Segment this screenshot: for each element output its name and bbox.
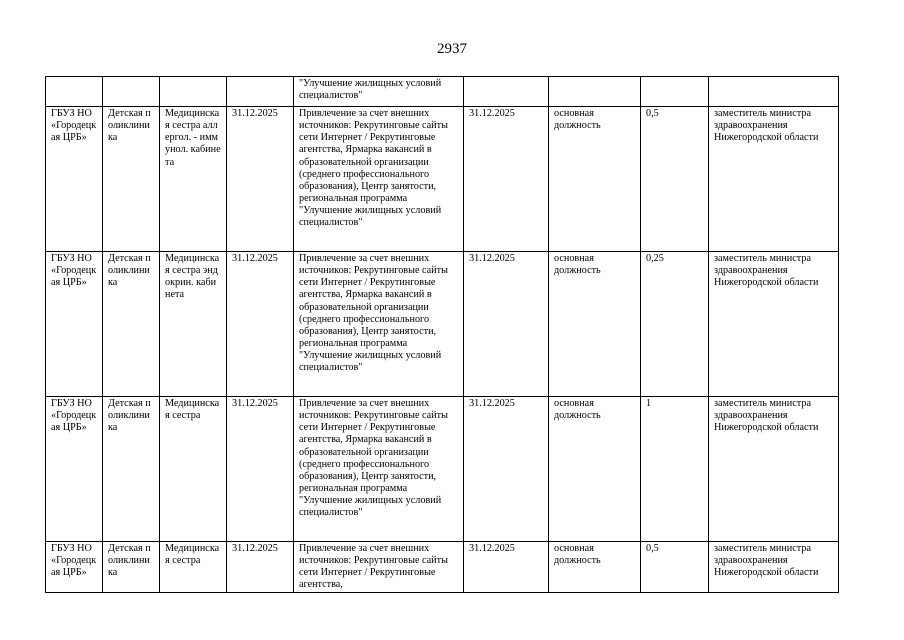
cell-unit: Детская поликлиника	[103, 397, 160, 542]
cell-org: ГБУЗ НО «Городецкая ЦРБ»	[46, 542, 103, 593]
cell-responsible: заместитель министра здравоохранения Нижегородской области	[709, 107, 839, 252]
cell-position	[160, 77, 227, 107]
cell-unit: Детская поликлиника	[103, 542, 160, 593]
cell-date: 31.12.2025	[227, 397, 294, 542]
cell-responsible: заместитель министра здравоохранения Нижегородской области	[709, 542, 839, 593]
cell-type: основная должность	[549, 252, 641, 397]
cell-rate: 0,25	[641, 252, 709, 397]
cell-type: основная должность	[549, 542, 641, 593]
cell-position: Медицинская сестра	[160, 542, 227, 593]
cell-rate	[641, 77, 709, 107]
cell-unit	[103, 77, 160, 107]
cell-org: ГБУЗ НО «Городецкая ЦРБ»	[46, 107, 103, 252]
cell-responsible: заместитель министра здравоохранения Нижегородской области	[709, 397, 839, 542]
cell-unit: Детская поликлиника	[103, 107, 160, 252]
table-row	[46, 107, 839, 252]
cell-date: 31.12.2025	[227, 107, 294, 252]
table-row	[46, 542, 839, 593]
cell-org: ГБУЗ НО «Городецкая ЦРБ»	[46, 397, 103, 542]
table-row	[46, 77, 839, 107]
table-row	[46, 252, 839, 397]
cell-position: Медицинская сестра	[160, 397, 227, 542]
cell-rate: 0,5	[641, 542, 709, 593]
cell-source: Привлечение за счет внешних источников: Рекрутинговые сайты сети Интернет / Рекрутинговые агентства, Ярмарка вакансий в образовательной организации (среднего профессионального образования), Центр занятости, региональная программа "Улучшение жилищных условий специалистов"	[294, 252, 464, 397]
cell-deadline	[464, 77, 549, 107]
cell-responsible	[709, 77, 839, 107]
cell-position: Медицинская сестра аллергол. - иммунол. кабинета	[160, 107, 227, 252]
cell-rate: 0,5	[641, 107, 709, 252]
cell-org	[46, 77, 103, 107]
cell-deadline: 31.12.2025	[464, 107, 549, 252]
cell-source: "Улучшение жилищных условий специалистов"	[294, 77, 464, 107]
cell-responsible: заместитель министра здравоохранения Нижегородской области	[709, 252, 839, 397]
cell-type	[549, 77, 641, 107]
cell-type: основная должность	[549, 107, 641, 252]
cell-deadline: 31.12.2025	[464, 252, 549, 397]
cell-unit: Детская поликлиника	[103, 252, 160, 397]
cell-source: Привлечение за счет внешних источников: Рекрутинговые сайты сети Интернет / Рекрутинговые агентства, Ярмарка вакансий в образовательной организации (среднего профессионального образования), Центр занятости, региональная программа "Улучшение жилищных условий специалистов"	[294, 397, 464, 542]
cell-date	[227, 77, 294, 107]
staffing-table	[45, 76, 839, 593]
cell-deadline: 31.12.2025	[464, 397, 549, 542]
cell-org: ГБУЗ НО «Городецкая ЦРБ»	[46, 252, 103, 397]
cell-deadline: 31.12.2025	[464, 542, 549, 593]
page-number: 2937	[437, 41, 467, 57]
cell-type: основная должность	[549, 397, 641, 542]
cell-position: Медицинская сестра эндокрин. кабинета	[160, 252, 227, 397]
table-row	[46, 397, 839, 542]
cell-source: Привлечение за счет внешних источников: Рекрутинговые сайты сети Интернет / Рекрутинговые агентства, Ярмарка вакансий в образовательной организации (среднего профессионального образования), Центр занятости, региональная программа "Улучшение жилищных условий специалистов"	[294, 107, 464, 252]
cell-date: 31.12.2025	[227, 252, 294, 397]
cell-date: 31.12.2025	[227, 542, 294, 593]
cell-source: Привлечение за счет внешних источников: Рекрутинговые сайты сети Интернет / Рекрутинговые агентства,	[294, 542, 464, 593]
cell-rate: 1	[641, 397, 709, 542]
